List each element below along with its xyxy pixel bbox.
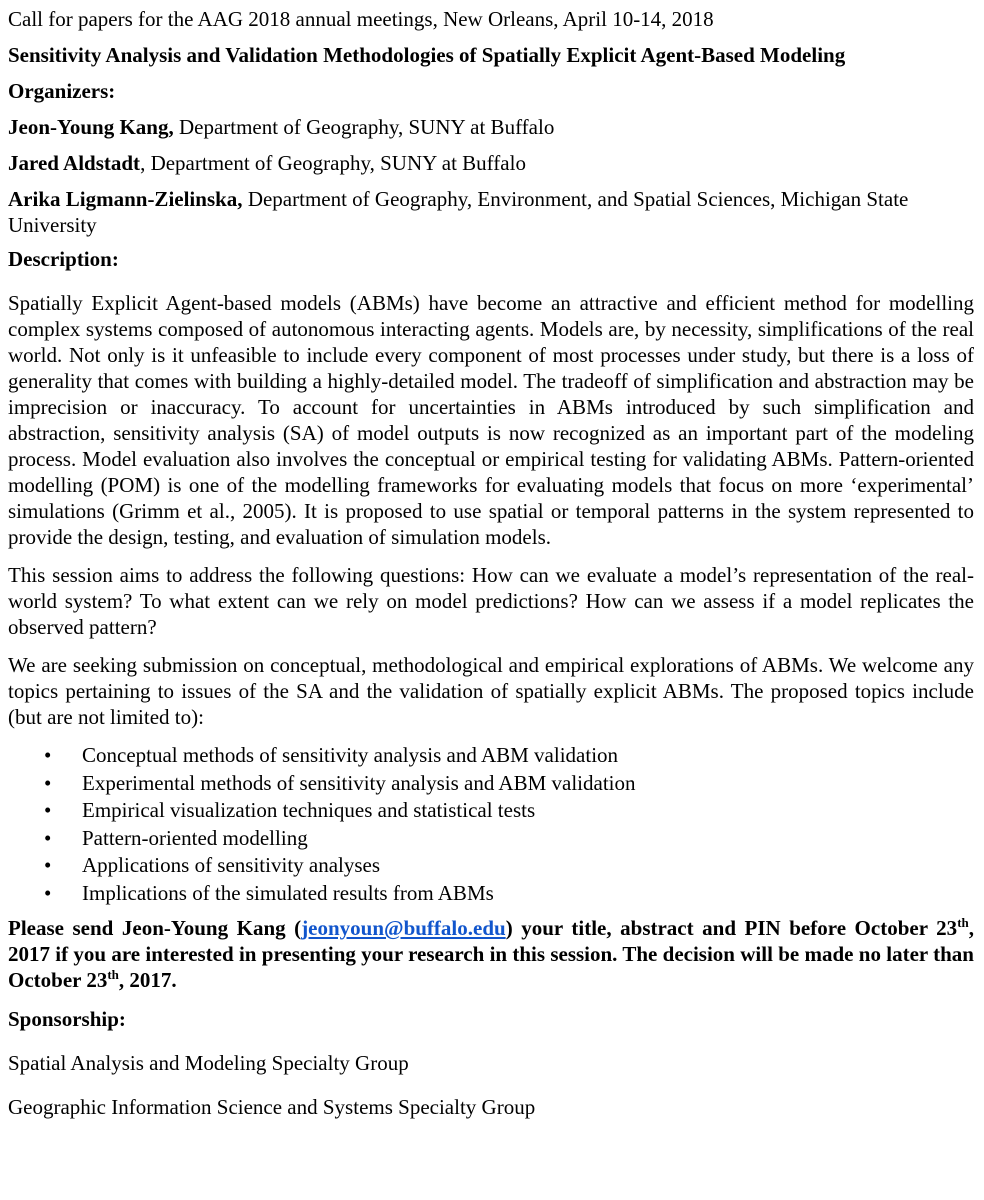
document (8, 6, 974, 1120)
submission-prefix: Please send Jeon-Young Kang ( (8, 916, 302, 940)
organizer-1-affiliation: Department of Geography, SUNY at Buffalo (173, 115, 555, 139)
topic-label: Implications of the simulated results from ABMs (82, 880, 494, 905)
bullet-icon: • (44, 853, 52, 877)
organizer-2-name: Jared Aldstadt (8, 151, 141, 175)
description-paragraph-3: We are seeking submission on conceptual, methodological and empirical explorations of ABMs. We welcome any topics pertaining to issues of the SA and the validation of spatially explicit ABMs. The proposed topics include (but are not limited to): (8, 653, 974, 729)
session-title: Sensitivity Analysis and Validation Methodologies of Spatially Explicit Agent-Based Modeling (8, 43, 846, 67)
topic-label: Empirical visualization techniques and statistical tests (82, 798, 536, 822)
description-heading: Description: (8, 247, 119, 271)
topic-label: Applications of sensitivity analyses (82, 853, 381, 877)
description-paragraph-2: This session aims to address the following questions: How can we evaluate a model’s representation of the real-world system? To what extent can we rely on model predictions? How can we assess if a model replicates the observed pattern? (8, 563, 974, 639)
bullet-icon: • (44, 743, 52, 767)
topic-item (8, 880, 974, 908)
bullet-icon: • (44, 798, 52, 822)
submission-middle: ) your title, abstract and PIN before October 23 (505, 916, 958, 940)
superscript-th: th (107, 967, 119, 982)
topic-item (8, 742, 974, 770)
topic-item (8, 797, 974, 825)
bullet-icon: • (44, 770, 52, 795)
organizer-3 (8, 186, 974, 238)
organizer-2-affiliation: , Department of Geography, SUNY at Buffalo (140, 151, 526, 175)
organizer-2 (8, 150, 974, 176)
topic-label: Experimental methods of sensitivity analysis and ABM validation (82, 770, 636, 795)
topic-item (8, 852, 974, 880)
topic-item (8, 770, 974, 798)
topics-list (8, 742, 974, 907)
topic-item (8, 825, 974, 853)
organizers-heading: Organizers: (8, 79, 116, 103)
submission-notice (8, 915, 974, 993)
organizer-1 (8, 114, 974, 140)
organizer-3-affiliation: Department of Geography, Environment, and Spatial Sciences, Michigan State University (8, 187, 909, 237)
bullet-icon: • (44, 825, 52, 850)
description-paragraph-1: Spatially Explicit Agent-based models (ABMs) have become an attractive and efficient method for modelling complex systems composed of autonomous interacting agents. Models are, by necessity, simplifications of the real world. Not only is it unfeasible to include every component of most processes under study, but there is a loss of generality that comes with building a highly-detailed model. The tradeoff of simplification and abstraction may be imprecision or inaccuracy. To account for uncertainties in ABMs introduced by such simplification and abstraction, sensitivity analysis (SA) of model outputs is now recognized as an important part of the modeling process. Model evaluation also involves the conceptual or empirical testing for validating ABMs. Pattern-oriented modelling (POM) is one of the modelling frameworks for evaluating models that focus on more ‘experimental’ simulations (Grimm et al., 2005). It is proposed to use spatial or temporal patterns in the system represented to provide the design, testing, and evaluation of simulation models. (8, 291, 974, 549)
topic-label: Pattern-oriented modelling (82, 825, 308, 850)
header-line: Call for papers for the AAG 2018 annual meetings, New Orleans, April 10-14, 2018 (8, 7, 714, 31)
submission-middle-2: , 2017 if you are interested in presenting your research in this session. The decision will be made no later than October 23 (8, 916, 974, 992)
superscript-th: th (957, 915, 969, 930)
sponsor-group-1: Spatial Analysis and Modeling Specialty Group (8, 1051, 409, 1075)
topic-label: Conceptual methods of sensitivity analysis and ABM validation (82, 743, 619, 767)
submission-suffix: , 2017. (118, 968, 177, 992)
bullet-icon: • (44, 880, 52, 905)
sponsorship-heading: Sponsorship: (8, 1007, 126, 1031)
organizer-3-name: Arika Ligmann-Zielinska, (8, 187, 243, 211)
sponsor-group-2: Geographic Information Science and Systems Specialty Group (8, 1095, 536, 1119)
email-link[interactable]: jeonyoun@buffalo.edu (301, 916, 506, 940)
organizer-1-name: Jeon-Young Kang, (8, 115, 174, 139)
